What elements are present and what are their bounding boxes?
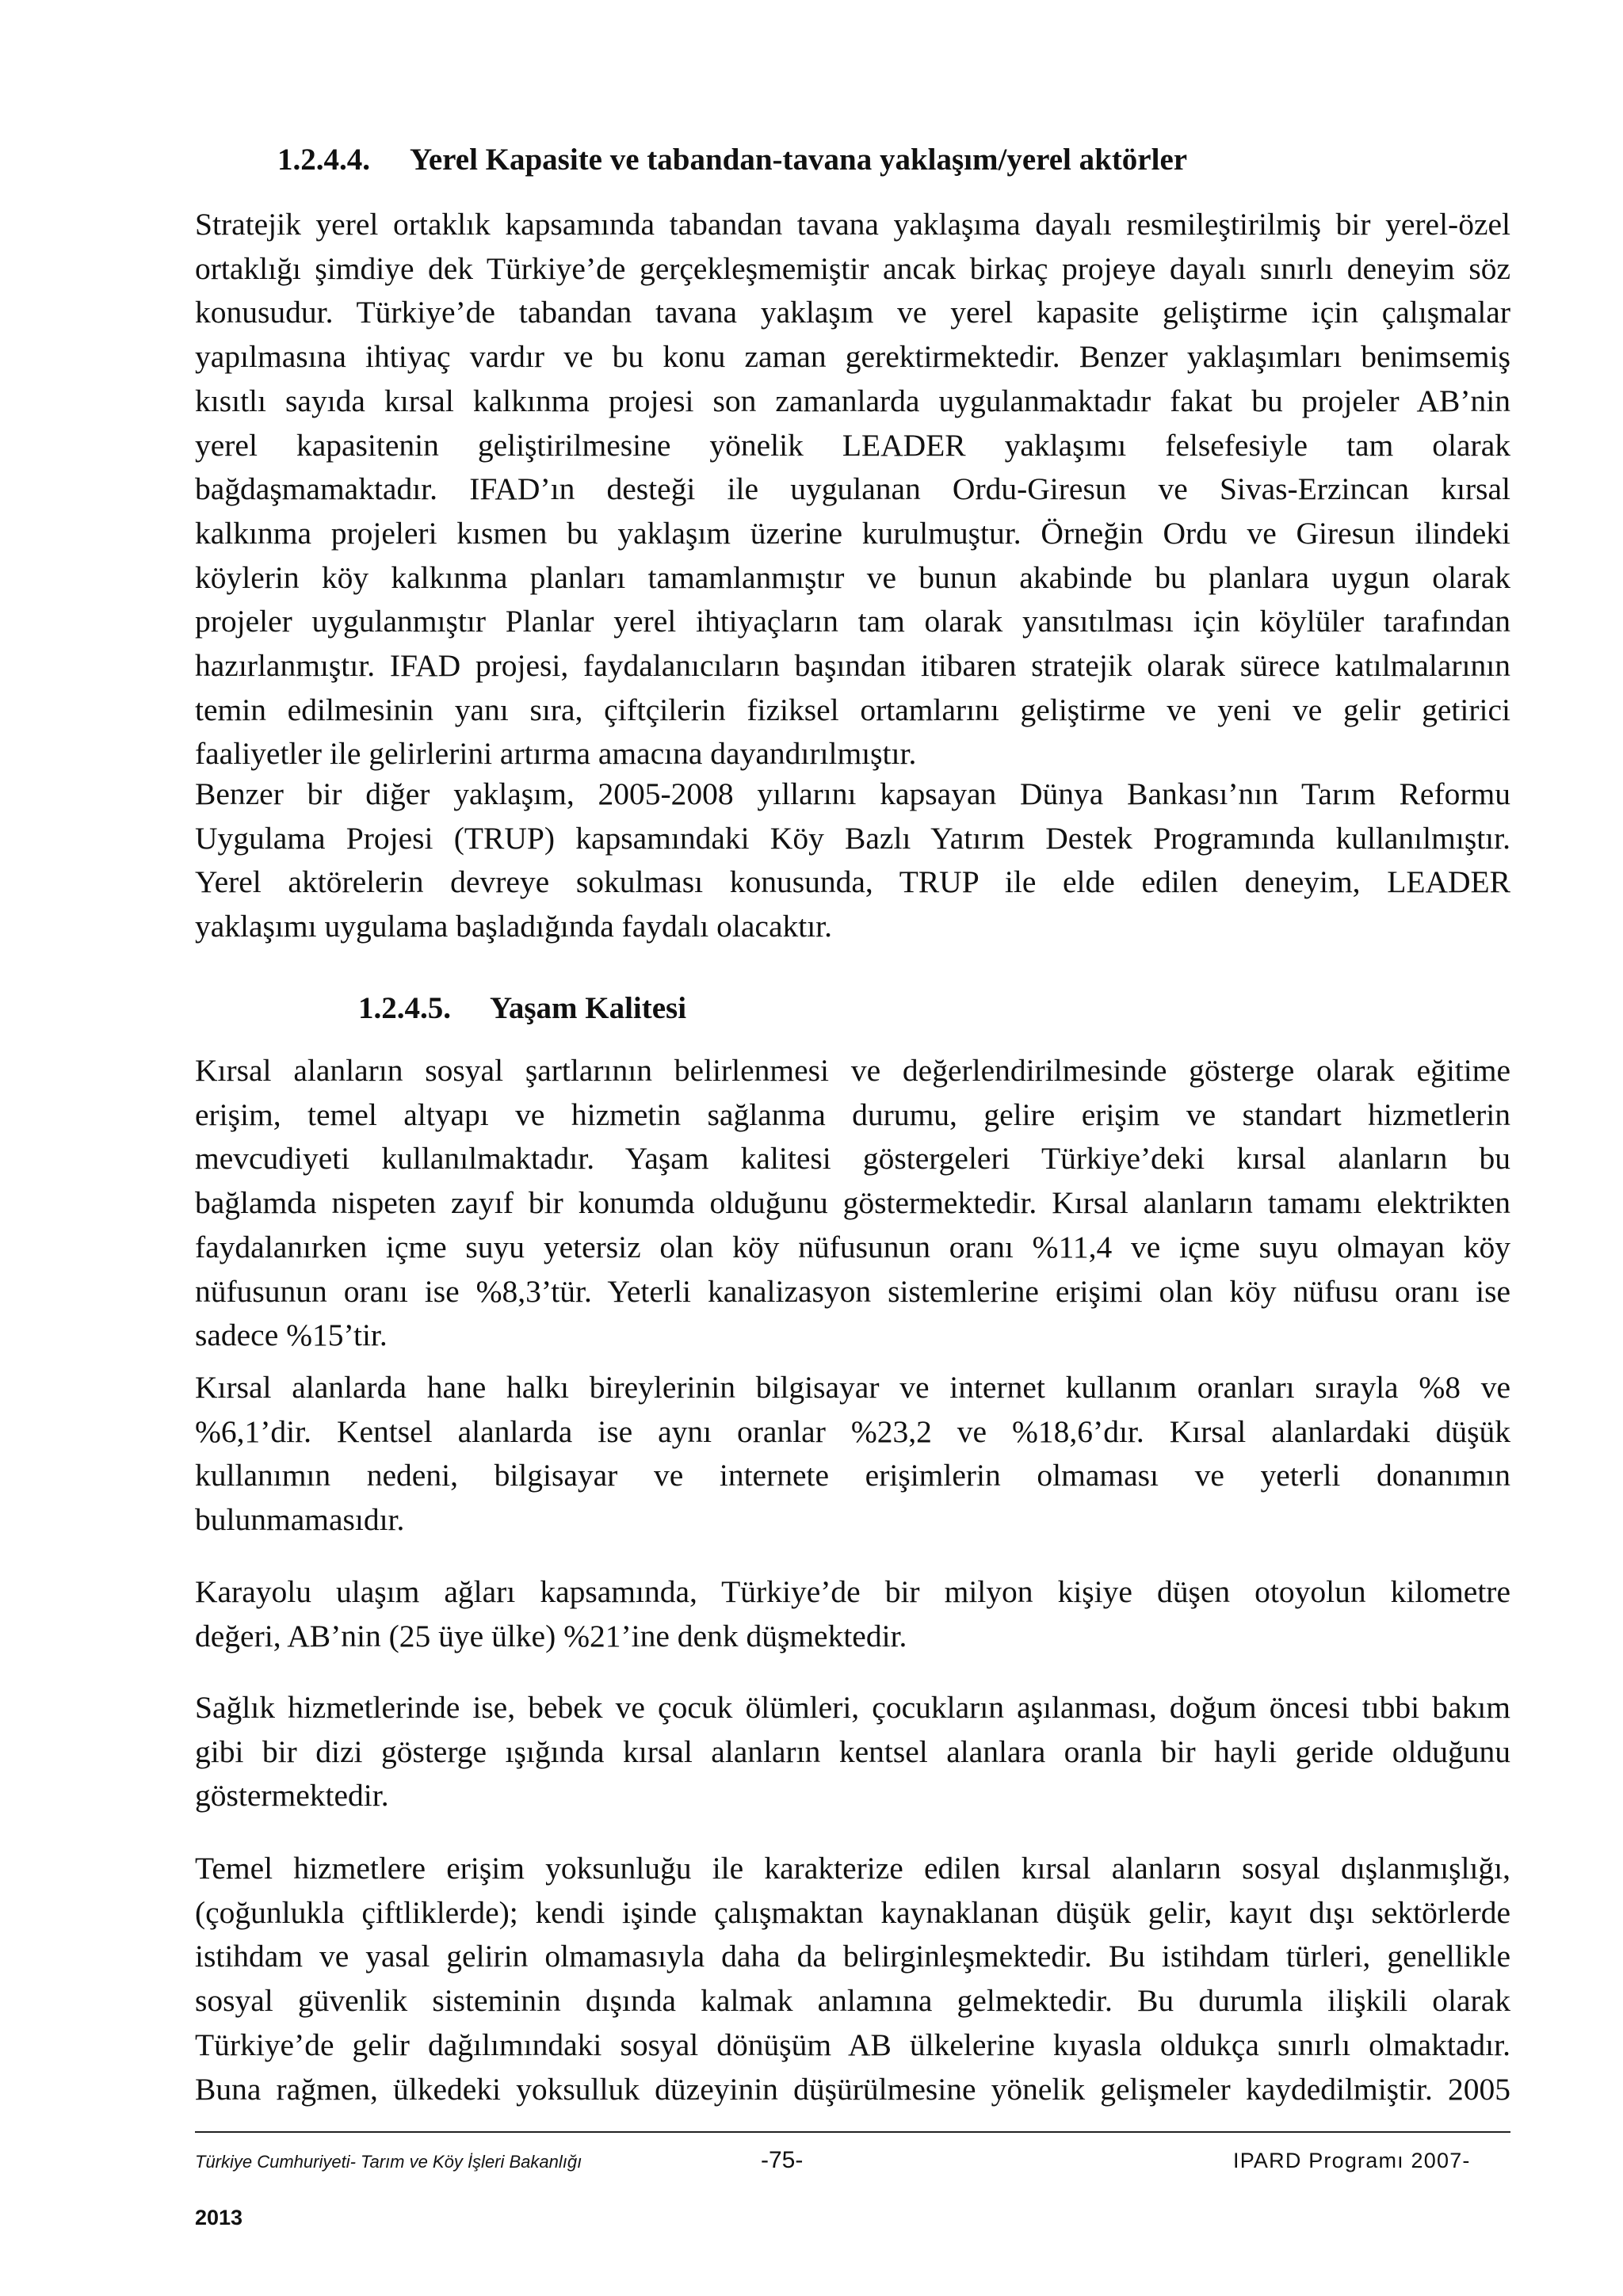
text-line: projeler uygulanmıştır Planlar yerel ihtiyaçların tam olarak yansıtılması için köylüler tarafından (195, 604, 1510, 639)
text-line: faydalanırken içme suyu yetersiz olan köy nüfusunun oranı %11,4 ve içme suyu olmayan köy (195, 1229, 1510, 1264)
text-line: Uygulama Projesi (TRUP) kapsamındaki Köy Bazlı Yatırım Destek Programında kullanılmıştır. (195, 820, 1510, 856)
text-line: Kırsal alanlarda hane halkı bireylerinin bilgisayar ve internet kullanım oranları sırayla %8 ve (195, 1370, 1510, 1405)
text-line: konusudur. Türkiye’de tabandan tavana yaklaşım ve yerel kapasite geliştirme için çalışmalar (195, 295, 1510, 330)
text-line: Türkiye’de gelir dağılımındaki sosyal dönüşüm AB ülkelerine kıyasla oldukça sınırlı olmaktadır. (195, 2027, 1510, 2062)
paragraph (195, 1366, 1510, 1543)
footer-year: 2013 (195, 2206, 243, 2229)
paragraph (195, 772, 1510, 949)
text-line: yaklaşımı uygulama başladığında faydalı olacaktır. (195, 909, 833, 944)
section-title: Yerel Kapasite ve tabandan-tavana yaklaşım/yerel aktörler (410, 143, 1188, 177)
text-line: yerel kapasitenin geliştirilmesine yönelik LEADER yaklaşımı felsefesiyle tam olarak (195, 427, 1510, 463)
paragraph (195, 1570, 1510, 1658)
section-title: Yaşam Kalitesi (490, 991, 687, 1025)
footer-ministry: Türkiye Cumhuriyeti- Tarım ve Köy İşleri Bakanlığı (195, 2152, 582, 2172)
text-line: Benzer bir diğer yaklaşım, 2005-2008 yıllarını kapsayan Dünya Bankası’nın Tarım Reformu (195, 776, 1510, 811)
text-line: bağlamda nispeten zayıf bir konumda olduğunu göstermektedir. Kırsal alanların tamamı elektrikten (195, 1185, 1510, 1221)
text-line: Kırsal alanların sosyal şartlarının belirlenmesi ve değerlendirilmesinde gösterge olarak eğitime (195, 1053, 1510, 1088)
text-line: hazırlanmıştır. IFAD projesi, faydalanıcıların başından itibaren stratejik olarak sürece katılmalarının (195, 648, 1510, 684)
text-line: göstermektedir. (195, 1778, 389, 1814)
paragraph (195, 1686, 1510, 1818)
text-line: ortaklığı şimdiye dek Türkiye’de gerçekleşmemiştir ancak birkaç projeye dayalı sınırlı deneyim söz (195, 250, 1510, 286)
section-number: 1.2.4.4. (277, 143, 370, 177)
text-line: Sağlık hizmetlerinde ise, bebek ve çocuk ölümleri, çocukların aşılanması, doğum öncesi tıbbi bakım (195, 1690, 1510, 1725)
text-line: kullanımın nedeni, bilgisayar ve internete erişimlerin olmaması ve yeterli donanımın (195, 1458, 1510, 1493)
text-line: Buna rağmen, ülkedeki yoksulluk düzeyinin düşürülmesine yönelik gelişmeler kaydedilmiştir. 2005 (195, 2071, 1510, 2107)
text-line: köylerin köy kalkınma planları tamamlanmıştır ve bunun akabinde bu planlara uygun olarak (195, 559, 1510, 595)
text-line: kısıtlı sayıda kırsal kalkınma projesi son zamanlarda uygulanmaktadır fakat bu projeler AB’nin (195, 383, 1510, 418)
text-line: bulunmamasıdır. (195, 1502, 405, 1538)
paragraph (195, 1049, 1510, 1358)
text-line: değeri, AB’nin (25 üye ülke) %21’ine denk düşmektedir. (195, 1618, 907, 1653)
paragraph (195, 203, 1510, 776)
text-line: mevcudiyeti kullanılmaktadır. Yaşam kalitesi göstergeleri Türkiye’deki kırsal alanların bu (195, 1141, 1510, 1177)
text-line: sadece %15’tir. (195, 1318, 388, 1353)
text-line: faaliyetler ile gelirlerini artırma amacına dayandırılmıştır. (195, 736, 917, 772)
text-line: bağdaşmamaktadır. IFAD’ın desteği ile uygulanan Ordu-Giresun ve Sivas-Erzincan kırsal (195, 471, 1510, 507)
text-line: temin edilmesinin yanı sıra, çiftçilerin fiziksel ortamlarını geliştirme ve yeni ve gelir getirici (195, 692, 1510, 727)
text-line: Temel hizmetlere erişim yoksunluğu ile karakterize edilen kırsal alanların sosyal dışlanmışlığı, (195, 1851, 1510, 1886)
text-line: Stratejik yerel ortaklık kapsamında tabandan tavana yaklaşıma dayalı resmileştirilmiş bir yerel-özel (195, 207, 1510, 242)
text-line: kalkınma projeleri kısmen bu yaklaşım üzerine kurulmuştur. Örneğin Ordu ve Giresun ilindeki (195, 515, 1510, 551)
paragraph (195, 1847, 1510, 2111)
text-line: nüfusunun oranı ise %8,3’tür. Yeterli kanalizasyon sistemlerine erişimi olan köy nüfusu oranı ise (195, 1273, 1510, 1309)
footer-program: IPARD Programı 2007- (1233, 2149, 1471, 2172)
text-line: yapılmasına ihtiyaç vardır ve bu konu zaman gerektirmektedir. Benzer yaklaşımları benimsemiş (195, 339, 1510, 375)
footer-divider (195, 2131, 1510, 2133)
text-line: %6,1’dir. Kentsel alanlarda ise aynı oranlar %23,2 ve %18,6’dır. Kırsal alanlardaki düşük (195, 1413, 1510, 1449)
text-line: erişim, temel altyapı ve hizmetin sağlanma durumu, gelire erişim ve standart hizmetlerin (195, 1097, 1510, 1132)
text-line: Yerel aktörelerin devreye sokulması konusunda, TRUP ile elde edilen deneyim, LEADER (195, 864, 1510, 900)
text-line: sosyal güvenlik sisteminin dışında kalmak anlamına gelmektedir. Bu durumla ilişkili olarak (195, 1983, 1510, 2019)
page-number: -75- (761, 2147, 804, 2173)
section-heading (277, 142, 1187, 178)
section-heading (358, 990, 686, 1027)
text-line: gibi bir dizi gösterge ışığında kırsal alanların kentsel alanlara oranla bir hayli geride olduğunu (195, 1733, 1510, 1769)
text-line: (çoğunlukla çiftliklerde); kendi işinde çalışmaktan kaynaklanan düşük gelir, kayıt dışı sektörlerde (195, 1894, 1510, 1930)
text-line: istihdam ve yasal gelirin olmamasıyla daha da belirginleşmektedir. Bu istihdam türleri, genellikle (195, 1939, 1510, 1974)
text-line: Karayolu ulaşım ağları kapsamında, Türkiye’de bir milyon kişiye düşen otoyolun kilometre (195, 1574, 1510, 1609)
section-number: 1.2.4.5. (358, 991, 451, 1025)
